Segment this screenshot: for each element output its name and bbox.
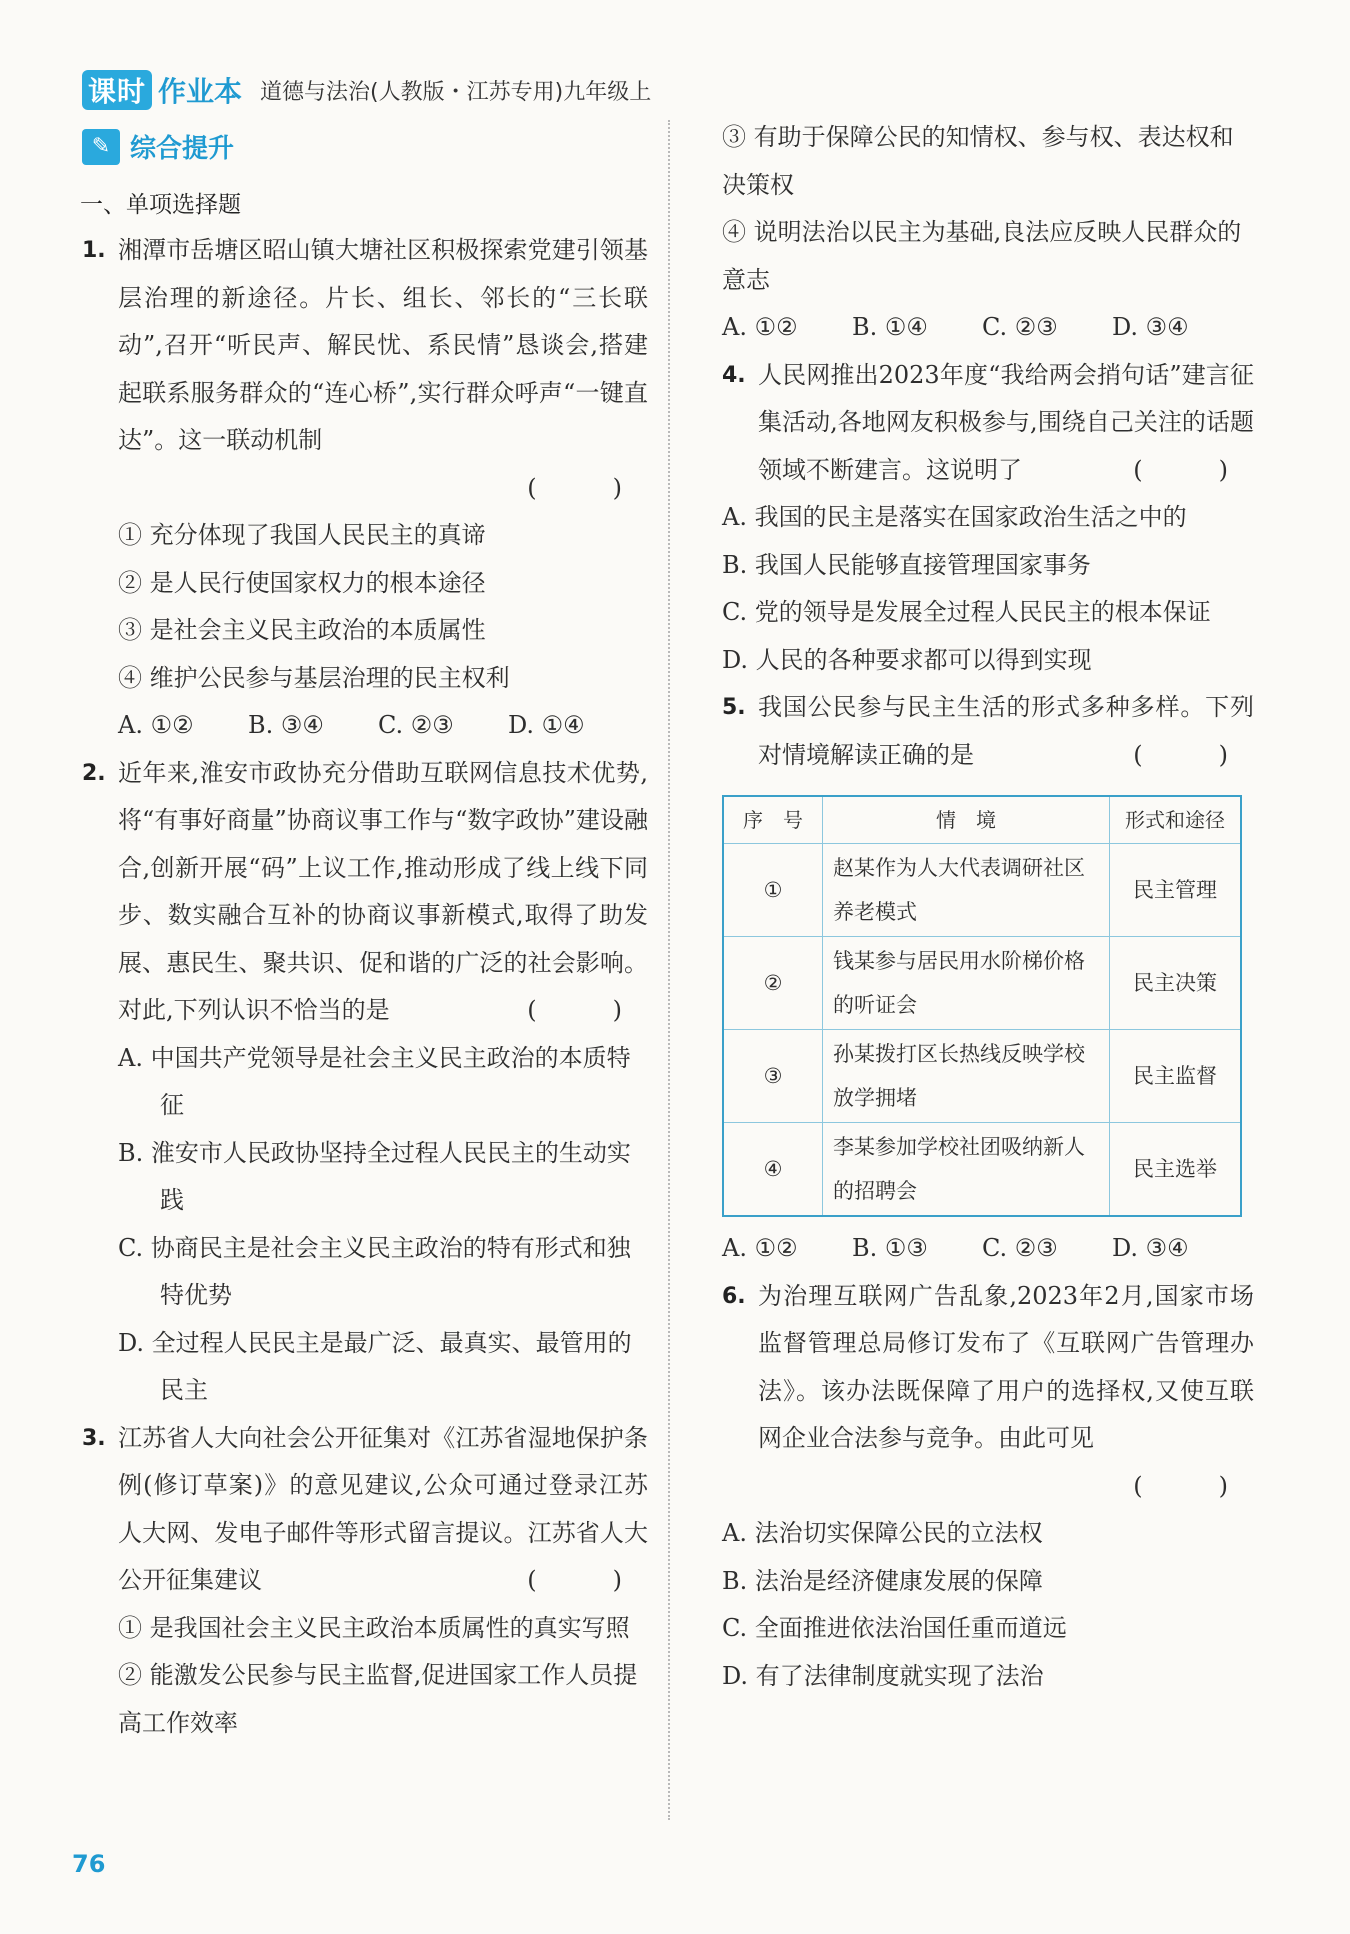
statement: ④ 说明法治以民主为基础,良法应反映人民群众的意志 (722, 218, 1242, 294)
question-number: 4. (722, 362, 746, 388)
question-stem (758, 352, 1254, 495)
option[interactable]: B. ①④ (852, 313, 928, 341)
option[interactable]: A. ①② (722, 313, 798, 341)
form-path: 民主选举 (1110, 1123, 1242, 1217)
option[interactable]: A. 法治切实保障公民的立法权 (722, 1519, 1043, 1547)
table-row (723, 1123, 1241, 1217)
question-number: 3. (82, 1425, 106, 1451)
question-stem: 为治理互联网广告乱象,2023年2月,国家市场监督管理总局修订发布了《互联网广告管理办法》。该办法既保障了用户的选择权,又使互联网企业合法参与竞争。由此可见 (758, 1281, 1254, 1452)
option[interactable]: D. 全过程人民民主是最广泛、最真实、最管用的民主 (118, 1328, 632, 1404)
option[interactable]: A. ①② (118, 711, 194, 739)
row-number: ④ (723, 1123, 823, 1217)
situation-text: 孙某拨打区长热线反映学校放学拥堵 (823, 1030, 1110, 1123)
option[interactable]: D. 有了法律制度就实现了法治 (722, 1661, 1044, 1690)
option[interactable]: C. 党的领导是发展全过程人民民主的根本保证 (722, 598, 1211, 626)
statement: ④ 维护公民参与基层治理的民主权利 (118, 663, 510, 692)
question-3 (82, 1415, 648, 1748)
question-stem-text: 人民网推出2023年度“我给两会捎句话”建言征集活动,各地网友积极参与,围绕自己关注的话题领域不断建言。这说明了 (758, 360, 1254, 484)
statement: ② 是人民行使国家权力的根本途径 (118, 568, 486, 597)
row-number: ② (723, 937, 823, 1030)
book-title: 道德与法治(人教版・江苏专用)九年级上 (260, 79, 652, 105)
statement: ③ 是社会主义民主政治的本质属性 (118, 616, 486, 644)
answer-options (722, 1225, 1254, 1273)
question-number: 1. (82, 238, 106, 263)
question-stem (118, 750, 648, 1035)
column-divider (668, 120, 670, 1820)
option[interactable]: D. ③④ (1112, 313, 1189, 341)
option[interactable]: A. 我国的民主是落实在国家政治生活之中的 (722, 503, 1187, 531)
statement: ① 充分体现了我国人民民主的真谛 (118, 521, 486, 549)
question-5 (722, 684, 1254, 1273)
answer-blank[interactable]: ( ) (527, 996, 648, 1024)
brand-logo: 课时 (82, 70, 152, 110)
answer-blank[interactable]: ( ) (1133, 740, 1254, 769)
form-path: 民主决策 (1110, 937, 1242, 1030)
row-number: ③ (723, 1030, 823, 1123)
option[interactable]: C. ②③ (982, 1234, 1058, 1262)
situation-text: 钱某参与居民用水阶梯价格的听证会 (823, 937, 1110, 1030)
table-row (723, 1030, 1241, 1123)
page-header (82, 66, 651, 114)
left-column (82, 227, 648, 1747)
question-number: 5. (722, 695, 746, 720)
column-header: 序 号 (723, 796, 823, 844)
answer-options (118, 702, 648, 750)
question-stem-text: 我国公民参与民主生活的形式多种多样。下列对情境解读正确的是 (758, 693, 1254, 769)
part-title: 一、单项选择题 (80, 192, 241, 218)
answer-options (722, 304, 1254, 352)
section-title: 综合提升 (130, 134, 235, 164)
answer-blank[interactable]: ( ) (527, 473, 648, 502)
option[interactable]: D. ③④ (1112, 1234, 1189, 1262)
table-header-row (723, 796, 1241, 844)
question-number: 6. (722, 1283, 746, 1309)
option[interactable]: C. 协商民主是社会主义民主政治的特有形式和独特优势 (118, 1233, 631, 1309)
question-4 (722, 352, 1254, 685)
table-row (723, 937, 1241, 1030)
form-path: 民主监督 (1110, 1030, 1242, 1123)
question-number: 2. (82, 760, 106, 786)
option[interactable]: A. 中国共产党领导是社会主义民主政治的本质特征 (118, 1043, 631, 1119)
option[interactable]: B. 我国人民能够直接管理国家事务 (722, 550, 1091, 579)
option[interactable]: A. ①② (722, 1234, 798, 1262)
option[interactable]: B. 法治是经济健康发展的保障 (722, 1566, 1043, 1595)
question-stem-text: 江苏省人大向社会公开征集对《江苏省湿地保护条例(修订草案)》的意见建议,公众可通过登录江苏人大网、发电子邮件等形式留言提议。江苏省人大公开征集建议 (118, 1423, 648, 1594)
option[interactable]: C. ②③ (982, 313, 1058, 341)
situation-table (722, 795, 1242, 1217)
statement: ② 能激发公民参与民主监督,促进国家工作人员提高工作效率 (118, 1661, 638, 1737)
situation-text: 李某参加学校社团吸纳新人的招聘会 (823, 1123, 1110, 1217)
question-1 (82, 227, 648, 750)
situation-text: 赵某作为人大代表调研社区养老模式 (823, 844, 1110, 937)
answer-blank[interactable]: ( ) (1133, 1471, 1254, 1500)
option[interactable]: B. ③④ (248, 711, 324, 739)
question-2 (82, 750, 648, 1415)
answer-blank[interactable]: ( ) (527, 1566, 648, 1594)
brand-logo-text: 作业本 (158, 75, 243, 108)
question-stem (758, 684, 1254, 779)
option[interactable]: D. 人民的各种要求都可以得到实现 (722, 645, 1092, 674)
section-heading (82, 128, 234, 165)
table-row (723, 844, 1241, 937)
right-column (722, 114, 1254, 1700)
question-6 (722, 1273, 1254, 1701)
column-header: 情 境 (823, 796, 1110, 844)
option[interactable]: B. 淮安市人民政协坚持全过程人民民主的生动实践 (118, 1138, 631, 1214)
statement: ③ 有助于保障公民的知情权、参与权、表达权和决策权 (722, 123, 1234, 199)
question-stem (118, 1415, 648, 1605)
question-stem-text: 近年来,淮安市政协充分借助互联网信息技术优势,将“有事好商量”协商议事工作与“数字政协”建设融合,创新开展“码”上议工作,推动形成了线上线下同步、数实融合互补的协商议事新模式,取得了助发展、惠民生、聚共识、促和谐的广泛的社会影响。对此,下列认识不恰当的是 (118, 758, 648, 1024)
question-3-continued (722, 114, 1254, 352)
option[interactable]: D. ①④ (508, 711, 585, 739)
pencil-icon: ✎ (82, 129, 120, 165)
column-header: 形式和途径 (1110, 796, 1242, 844)
option[interactable]: C. ②③ (378, 711, 454, 739)
option[interactable]: C. 全面推进依法治国任重而道远 (722, 1614, 1067, 1642)
statement: ① 是我国社会主义民主政治本质属性的真实写照 (118, 1613, 630, 1642)
answer-blank[interactable]: ( ) (1133, 455, 1254, 484)
form-path: 民主管理 (1110, 844, 1242, 937)
row-number: ① (723, 844, 823, 937)
option[interactable]: B. ①③ (852, 1234, 928, 1262)
question-stem: 湘潭市岳塘区昭山镇大塘社区积极探索党建引领基层治理的新途径。片长、组长、邻长的“三长联动”,召开“听民声、解民忧、系民情”恳谈会,搭建起联系服务群众的“连心桥”,实行群众呼声“一键直达”。这一联动机制 (118, 236, 648, 454)
page-number: 76 (72, 1850, 106, 1878)
